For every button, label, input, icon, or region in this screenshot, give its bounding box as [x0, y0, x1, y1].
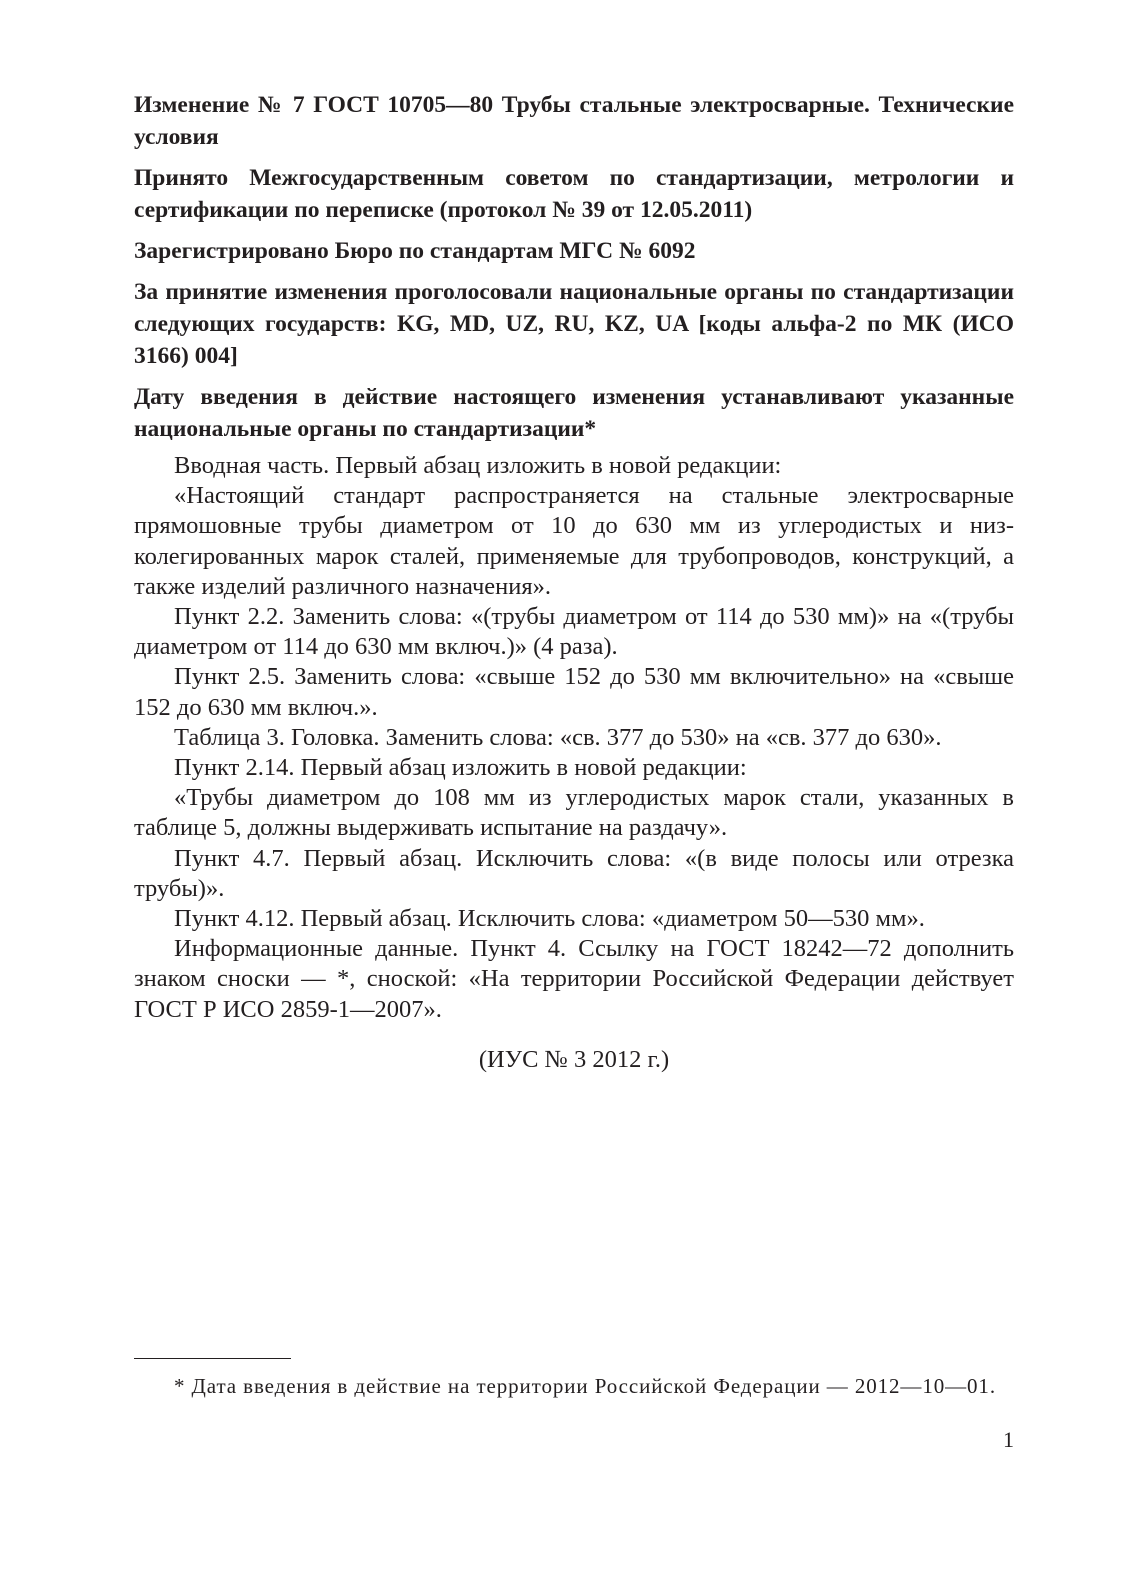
- amendment-header: [134, 89, 1014, 454]
- footnote-text: * Дата введения в действие на территории Российской Федерации — 2012—10—01.: [174, 1374, 996, 1398]
- body-paragraph: Таблица 3. Головка. Заменить слова: «св. 377 до 530» на «св. 377 до 630».: [174, 723, 942, 751]
- body-paragraph: Пункт 2.14. Первый абзац изложить в новой редакции:: [174, 754, 747, 782]
- body-paragraph: Пункт 4.12. Первый абзац. Исключить слова: «диаметром 50—530 мм».: [174, 905, 925, 933]
- body-paragraph: «Трубы диаметром до 108 мм из углеродистых марок стали, указанных в таблице 5, должны выдерживать испытание на раздачу».: [134, 784, 1014, 842]
- source-reference: (ИУС № 3 2012 г.): [478, 1046, 670, 1073]
- page-number: 1: [1003, 1427, 1014, 1452]
- amendment-title: Изменение № 7 ГОСТ 10705—80 Трубы стальные электросварные. Технические условия: [134, 92, 1014, 150]
- body-paragraph: Пункт 2.2. Заменить слова: «(трубы диаметром от 114 до 530 мм)» на «(трубы диаметром от 114 до 630 мм включ.)» (4 раза).: [134, 603, 1014, 661]
- body-paragraph: «Настоящий стандарт распространяется на стальные электросварные прямошовные трубы диаметром от 10 до 630 мм из углеродистых и низколегированных марок сталей, применяемые для трубопроводов, конструкций, а также изделий различного назначения».: [134, 482, 1014, 600]
- registration-statement: Зарегистрировано Бюро по стандартам МГС № 6092: [134, 238, 696, 264]
- effective-date-statement: Дату введения в действие настоящего изменения устанавливают указанные национальные органы по стандартизации*: [134, 384, 1014, 442]
- footnote-divider: [134, 1358, 291, 1359]
- body-paragraph: Пункт 4.7. Первый абзац. Исключить слова: «(в виде полосы или отрезка трубы)».: [134, 844, 1014, 902]
- body-paragraph: Информационные данные. Пункт 4. Ссылку на ГОСТ 18242—72 дополнить знаком сноски — *, сноской: «На территории Российской Федерации действует ГОСТ Р ИСО 2859-1—2007».: [134, 935, 1014, 1023]
- body-paragraph: Вводная часть. Первый абзац изложить в новой редакции:: [174, 452, 782, 479]
- body-paragraph: Пункт 2.5. Заменить слова: «свыше 152 до 530 мм включительно» на «свыше 152 до 630 мм включ.».: [134, 663, 1014, 721]
- voting-statement: За принятие изменения проголосовали национальные органы по стандартизации следующих государств: KG, MD, UZ, RU, KZ, UA [коды альфа-2 по МК (ИСО 3166) 004]: [134, 279, 1014, 369]
- adoption-statement: Принято Межгосударственным советом по стандартизации, метрологии и сертификации по переписке (протокол № 39 от 12.05.2011): [134, 165, 1014, 223]
- amendment-body: [134, 451, 1014, 1025]
